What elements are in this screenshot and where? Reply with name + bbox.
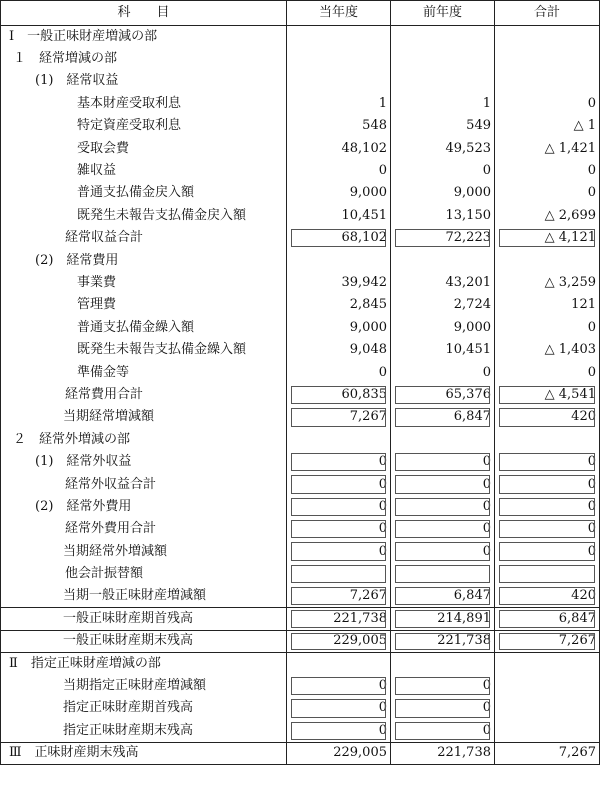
table-row [1,720,600,742]
cell-previous: 6,847 [391,406,495,428]
row-label-text: 指定正味財産期首残高 [63,700,194,716]
cell-current [287,652,391,674]
cell-previous: 549 [391,115,495,137]
table-row [1,137,600,159]
row-label [1,585,287,607]
table-row [1,294,600,316]
cell-diff: △ 2,699 [495,205,600,227]
row-label [1,272,287,294]
row-label-text: 経常外費用合計 [65,521,157,537]
row-label [1,697,287,719]
row-label-text: 当期経常外増減額 [63,543,168,559]
cell-current: 0 [287,160,391,182]
cell-previous [391,70,495,92]
cell-previous [391,249,495,271]
row-label-text: 普通支払備金繰入額 [77,319,195,335]
cell-diff [495,675,600,697]
cell-diff: 0 [495,518,600,540]
cell-previous: 221,738 [391,742,495,764]
cell-current: 9,000 [287,317,391,339]
cell-previous [391,429,495,451]
cell-current: 68,102 [287,227,391,249]
row-label-text: 受取会費 [77,140,130,156]
table-row [1,272,600,294]
table-row [1,339,600,361]
row-label-text: 普通支払備金戻入額 [77,185,195,201]
table-row [1,317,600,339]
cell-diff: 7,267 [495,630,600,652]
cell-current: 1 [287,93,391,115]
cell-current: 229,005 [287,630,391,652]
row-label [1,451,287,473]
row-label [1,608,287,630]
row-label [1,652,287,674]
cell-diff: 420 [495,406,600,428]
cell-previous: 13,150 [391,205,495,227]
cell-previous [391,652,495,674]
cell-diff: △ 4,541 [495,384,600,406]
cell-previous [391,48,495,70]
cell-previous: 214,891 [391,608,495,630]
cell-current [287,563,391,585]
row-label-text: (1) 経常外収益 [35,454,132,470]
row-label-text: Ⅰ 一般正味財産増減の部 [9,28,158,44]
cell-current: 0 [287,451,391,473]
row-label-text: 管理費 [77,297,117,313]
cell-current [287,48,391,70]
header-row [1,1,600,26]
row-label [1,115,287,137]
row-label [1,518,287,540]
cell-diff: 0 [495,317,600,339]
cell-diff: △ 1,421 [495,137,600,159]
table-row [1,608,600,630]
table-row [1,451,600,473]
table-row [1,563,600,585]
cell-previous [391,563,495,585]
row-label [1,339,287,361]
cell-previous: 6,847 [391,585,495,607]
row-label-text: ２ 経常外増減の部 [13,431,131,447]
table-row [1,160,600,182]
cell-current: 0 [287,473,391,495]
cell-previous: 0 [391,160,495,182]
cell-current: 39,942 [287,272,391,294]
cell-current: 9,048 [287,339,391,361]
table-row [1,205,600,227]
table-row [1,26,600,48]
cell-current: 0 [287,361,391,383]
cell-previous: 65,376 [391,384,495,406]
table-row [1,182,600,204]
table-row [1,48,600,70]
header-item: 科 目 [1,1,287,26]
table-row [1,429,600,451]
row-label-text: (1) 経常収益 [35,73,119,89]
row-label-text: 基本財産受取利息 [77,95,182,111]
table-row [1,742,600,764]
cell-previous: 1 [391,93,495,115]
cell-current: 2,845 [287,294,391,316]
row-label-text: １ 経常増減の部 [13,51,118,67]
cell-previous: 0 [391,675,495,697]
cell-diff: 0 [495,496,600,518]
cell-diff [495,26,600,48]
cell-current: 60,835 [287,384,391,406]
row-label [1,317,287,339]
cell-previous: 9,000 [391,182,495,204]
cell-diff [495,70,600,92]
row-label [1,294,287,316]
row-label [1,406,287,428]
cell-previous: 0 [391,518,495,540]
row-label [1,227,287,249]
row-label [1,160,287,182]
cell-current: 7,267 [287,585,391,607]
cell-diff: 0 [495,451,600,473]
table-row [1,675,600,697]
cell-current: 0 [287,720,391,742]
row-label-text: 特定資産受取利息 [77,118,182,134]
cell-diff: 6,847 [495,608,600,630]
row-label-text: 他会計振替額 [65,566,144,582]
row-label [1,563,287,585]
row-label-text: 経常費用合計 [65,386,144,402]
cell-current: 229,005 [287,742,391,764]
table-row [1,406,600,428]
cell-diff: 121 [495,294,600,316]
cell-previous: 9,000 [391,317,495,339]
cell-current: 0 [287,496,391,518]
cell-diff: △ 3,259 [495,272,600,294]
table-row [1,585,600,607]
cell-diff [495,720,600,742]
header-previous-year: 前年度 [391,1,495,26]
row-label [1,93,287,115]
row-label-text: 当期一般正味財産増減額 [63,588,207,604]
row-label [1,48,287,70]
cell-previous: 0 [391,361,495,383]
cell-previous: 0 [391,697,495,719]
cell-previous: 0 [391,540,495,562]
cell-current: 9,000 [287,182,391,204]
row-label-text: 一般正味財産期首残高 [63,610,194,626]
cell-current: 221,738 [287,608,391,630]
cell-diff [495,563,600,585]
table-row [1,697,600,719]
table-row [1,227,600,249]
row-label-text: 既発生未報告支払備金戻入額 [77,207,247,223]
cell-current [287,249,391,271]
row-label [1,70,287,92]
cell-current: 7,267 [287,406,391,428]
cell-previous: 43,201 [391,272,495,294]
cell-previous: 0 [391,451,495,473]
cell-diff: 0 [495,182,600,204]
cell-previous [391,26,495,48]
table-row [1,652,600,674]
cell-current: 48,102 [287,137,391,159]
row-label [1,249,287,271]
cell-diff: 420 [495,585,600,607]
cell-diff: 0 [495,93,600,115]
row-label [1,720,287,742]
table-row [1,93,600,115]
cell-current [287,70,391,92]
cell-current: 548 [287,115,391,137]
table-row [1,518,600,540]
row-label-text: Ⅲ 正味財産期末残高 [9,745,139,761]
row-label [1,384,287,406]
header-total: 合計 [495,1,600,26]
row-label-text: 経常収益合計 [65,230,144,246]
cell-diff: 0 [495,160,600,182]
cell-previous: 2,724 [391,294,495,316]
row-label-text: Ⅱ 指定正味財産増減の部 [9,655,161,671]
cell-current: 0 [287,697,391,719]
cell-previous: 0 [391,720,495,742]
row-label [1,473,287,495]
cell-diff [495,48,600,70]
row-label [1,496,287,518]
cell-diff: 7,267 [495,742,600,764]
cell-diff: △ 1 [495,115,600,137]
cell-current: 10,451 [287,205,391,227]
table-row [1,630,600,652]
row-label-text: 一般正味財産期末残高 [63,633,194,649]
cell-previous: 72,223 [391,227,495,249]
cell-diff [495,429,600,451]
table-row [1,540,600,562]
cell-diff [495,697,600,719]
row-label-text: 経常外収益合計 [65,476,157,492]
cell-diff: 0 [495,540,600,562]
row-label-text: 当期指定正味財産増減額 [63,678,207,694]
row-label-text: 事業費 [77,274,117,290]
cell-diff [495,249,600,271]
cell-current: 0 [287,675,391,697]
table-row [1,496,600,518]
cell-current: 0 [287,518,391,540]
row-label-text: 準備金等 [77,364,130,380]
table-row [1,70,600,92]
header-current-year: 当年度 [287,1,391,26]
row-label [1,630,287,652]
row-label-text: 指定正味財産期末残高 [63,722,194,738]
cell-diff: 0 [495,473,600,495]
cell-diff: 0 [495,361,600,383]
row-label [1,182,287,204]
cell-diff: △ 4,121 [495,227,600,249]
row-label [1,137,287,159]
row-label [1,742,287,764]
table-row [1,115,600,137]
row-label [1,675,287,697]
row-label [1,205,287,227]
row-label-text: 既発生未報告支払備金繰入額 [77,342,247,358]
row-label-text: 当期経常増減額 [63,409,155,425]
table-row [1,473,600,495]
cell-previous: 0 [391,496,495,518]
table-body [1,26,600,765]
cell-current: 0 [287,540,391,562]
cell-current [287,429,391,451]
cell-diff [495,652,600,674]
table-row [1,361,600,383]
table-row [1,249,600,271]
row-label [1,429,287,451]
cell-current [287,26,391,48]
row-label-text: (2) 経常外費用 [35,498,132,514]
row-label-text: 雑収益 [77,163,117,179]
row-label [1,26,287,48]
table-row [1,384,600,406]
cell-previous: 49,523 [391,137,495,159]
row-label-text: (2) 経常費用 [35,252,119,268]
cell-previous: 221,738 [391,630,495,652]
row-label [1,540,287,562]
cell-previous: 10,451 [391,339,495,361]
cell-diff: △ 1,403 [495,339,600,361]
row-label [1,361,287,383]
cell-previous: 0 [391,473,495,495]
